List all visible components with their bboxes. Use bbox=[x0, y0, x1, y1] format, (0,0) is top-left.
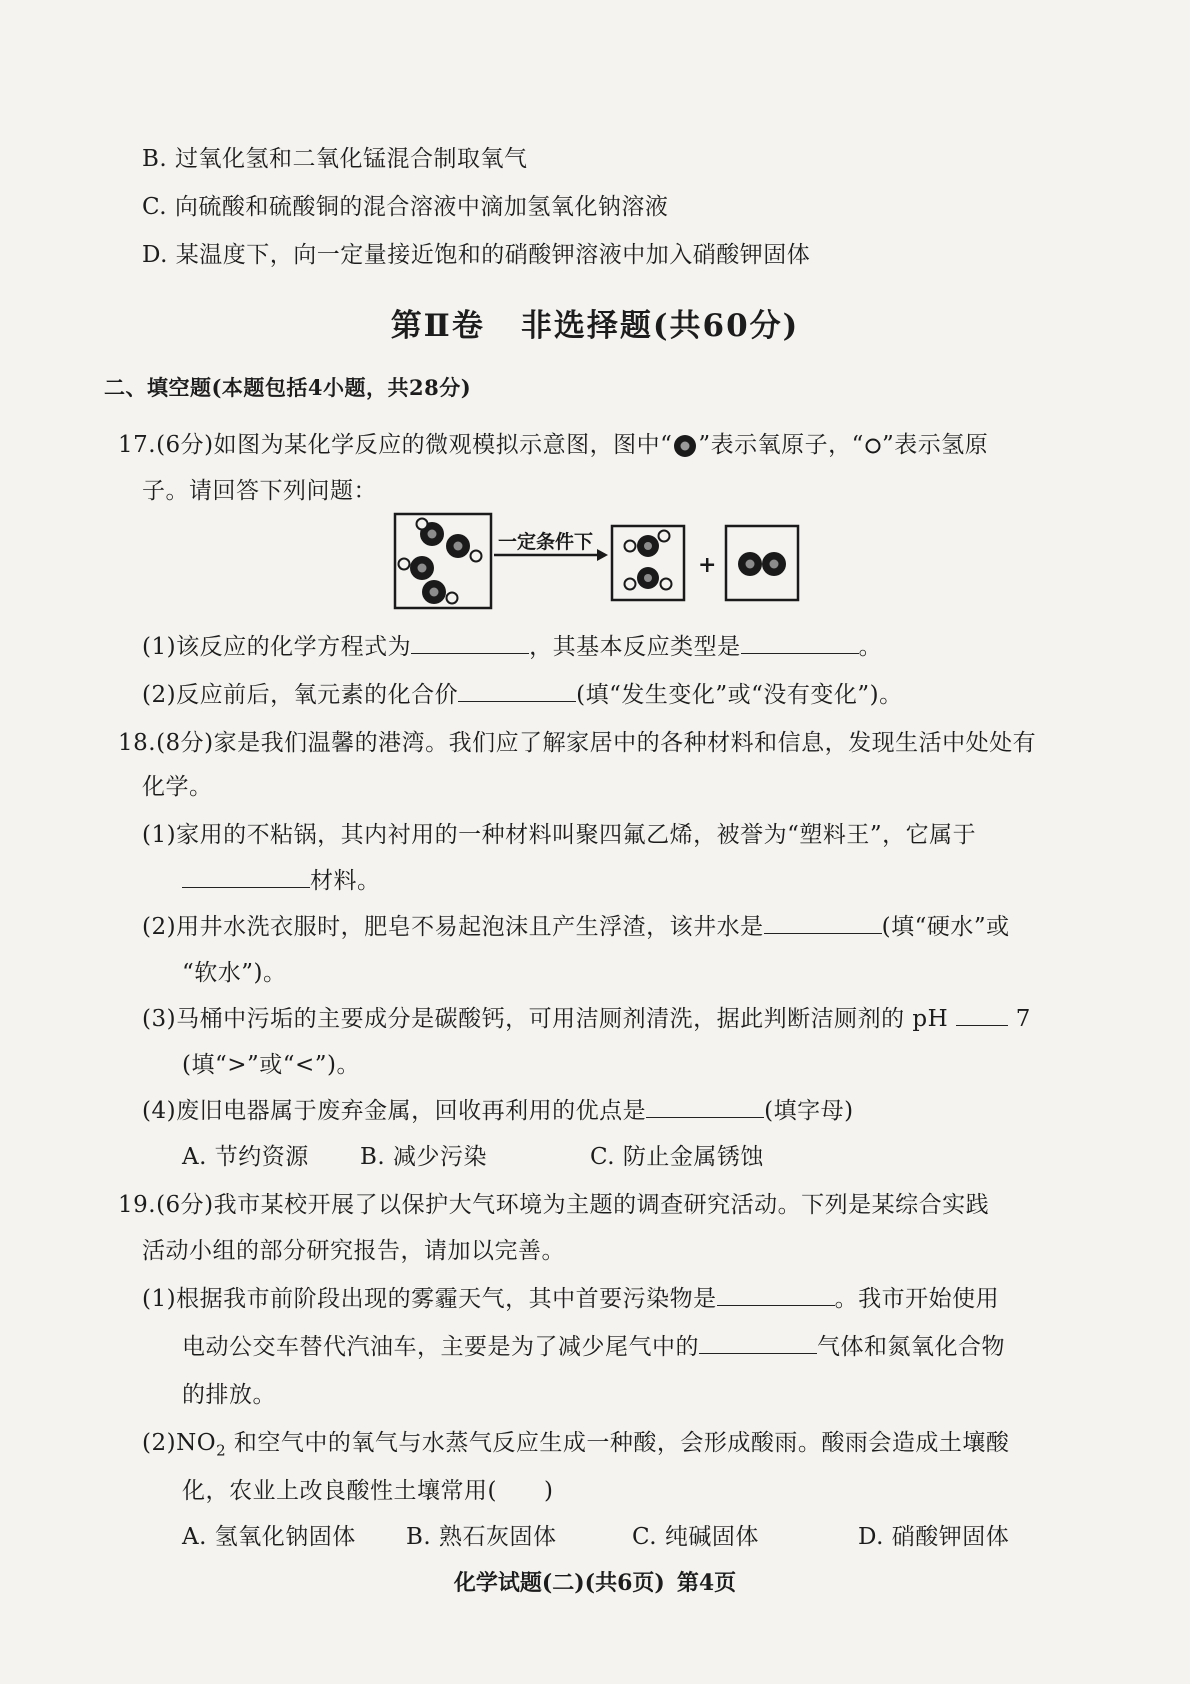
arrow-condition-label: 一定条件下 bbox=[498, 531, 594, 553]
answer-blank[interactable] bbox=[699, 1352, 817, 1354]
q18-part3-text: 7 bbox=[1015, 1006, 1031, 1032]
part-title-text: 非选择题(共60分) bbox=[520, 308, 800, 344]
q19-choice-b: B. 熟石灰固体 bbox=[406, 1524, 557, 1550]
option-b: B. 过氧化氢和二氧化锰混合制取氧气 bbox=[142, 146, 528, 172]
option-d: D. 某温度下，向一定量接近饱和的硝酸钾溶液中加入硝酸钾固体 bbox=[142, 242, 811, 268]
q18-part2-cont: “软水”)。 bbox=[182, 960, 287, 986]
q17-part2 bbox=[142, 676, 903, 709]
q18-part4-text: (4)废旧电器属于废弃金属，回收再利用的优点是 bbox=[142, 1098, 647, 1124]
answer-blank[interactable] bbox=[458, 700, 576, 702]
q19-part2 bbox=[142, 1424, 1009, 1460]
q18-part1-cont bbox=[182, 862, 381, 895]
answer-blank[interactable] bbox=[764, 932, 882, 934]
q18-choices bbox=[182, 1138, 764, 1171]
q18-choice-c: C. 防止金属锈蚀 bbox=[590, 1144, 764, 1170]
q19-part1-text: (1)根据我市前阶段出现的雾霾天气，其中首要污染物是 bbox=[142, 1286, 717, 1312]
section-heading: 二、填空题(本题包括4小题，共28分) bbox=[104, 375, 472, 400]
q18-part2-text: (填“硬水”或 bbox=[881, 914, 1010, 940]
q18-stem-line1: 18.(8分)家是我们温馨的港湾。我们应了解家居中的各种材料和信息，发现生活中处处有 bbox=[118, 730, 1037, 756]
q18-stem-line2: 化学。 bbox=[142, 774, 213, 800]
q19-choice-d: D. 硝酸钾固体 bbox=[858, 1524, 1010, 1550]
q18-part1: (1)家用的不粘锅，其内衬用的一种材料叫聚四氟乙烯，被誉为“塑料王”，它属于 bbox=[142, 822, 977, 848]
q18-part2 bbox=[142, 908, 1010, 941]
q17-stem-line2: 子。请回答下列问题： bbox=[142, 478, 377, 504]
q19-part1-line2 bbox=[182, 1328, 1005, 1361]
q19-part2-text: 和空气中的氧气与水蒸气反应生成一种酸，会形成酸雨。酸雨会造成土壤酸 bbox=[226, 1430, 1010, 1456]
q19-part2-subscript: 2 bbox=[216, 1441, 227, 1460]
q19-stem-line1: 19.(6分)我市某校开展了以保护大气环境为主题的调查研究活动。下列是某综合实践 bbox=[118, 1192, 990, 1218]
q19-part1 bbox=[142, 1280, 999, 1313]
plus-sign: + bbox=[698, 552, 717, 578]
q19-part2-line2: 化，农业上改良酸性土壤常用( ) bbox=[182, 1478, 554, 1504]
answer-blank[interactable] bbox=[182, 886, 310, 888]
q18-part4-text: (填字母) bbox=[764, 1098, 854, 1124]
q18-part2-text: (2)用井水洗衣服时，肥皂不易起泡沫且产生浮渣，该井水是 bbox=[142, 914, 764, 940]
q19-part1-line3: 的排放。 bbox=[182, 1382, 276, 1408]
q17-stem-line1 bbox=[118, 426, 988, 459]
q18-part1-text: 材料。 bbox=[310, 868, 381, 894]
water-molecule-1 bbox=[625, 531, 670, 558]
q19-part1-text: 电动公交车替代汽油车，主要是为了减少尾气中的 bbox=[182, 1334, 699, 1360]
q18-part3-text: (3)马桶中污垢的主要成分是碳酸钙，可用洁厕剂清洗，据此判断洁厕剂的 pH bbox=[142, 1006, 949, 1032]
reactant-molecule-1 bbox=[417, 519, 482, 562]
q19-part1-text: 。我市开始使用 bbox=[834, 1286, 1000, 1312]
answer-blank[interactable] bbox=[411, 652, 529, 654]
q19-stem-line2: 活动小组的部分研究报告，请加以完善。 bbox=[142, 1238, 565, 1264]
q19-part2-text: (2)NO bbox=[142, 1430, 217, 1456]
oxygen-molecule bbox=[738, 552, 786, 576]
answer-blank[interactable] bbox=[741, 652, 859, 654]
q17-part1 bbox=[142, 628, 882, 661]
q18-choice-b: B. 减少污染 bbox=[360, 1144, 488, 1170]
q19-choice-c: C. 纯碱固体 bbox=[632, 1524, 759, 1550]
footer-title: 化学试题(二)(共6页) bbox=[453, 1570, 665, 1596]
option-c: C. 向硫酸和硫酸铜的混合溶液中滴加氢氧化钠溶液 bbox=[142, 194, 669, 220]
part-title-volume: 第Ⅱ卷 bbox=[390, 308, 485, 344]
water-molecule-2 bbox=[625, 567, 672, 590]
q17-stem-part: ”表示氢原 bbox=[881, 432, 989, 458]
q17-part2-text: (填“发生变化”或“没有变化”)。 bbox=[576, 682, 903, 708]
reaction-diagram bbox=[392, 512, 824, 612]
q17-part1-text: (1)该反应的化学方程式为 bbox=[142, 634, 412, 660]
q18-part4 bbox=[142, 1092, 854, 1125]
answer-blank[interactable] bbox=[717, 1304, 835, 1306]
product-oxygen-box bbox=[726, 526, 798, 600]
oxygen-atom-icon bbox=[672, 433, 698, 459]
q18-choice-a: A. 节约资源 bbox=[182, 1144, 309, 1170]
q19-part1-text: 气体和氮氧化合物 bbox=[817, 1334, 1005, 1360]
q17-stem-part: ”表示氧原子，“ bbox=[698, 432, 864, 458]
reactant-molecule-2 bbox=[399, 556, 458, 604]
q17-part2-text: (2)反应前后，氧元素的化合价 bbox=[142, 682, 459, 708]
q17-part1-text: 。 bbox=[858, 634, 883, 660]
answer-blank[interactable] bbox=[956, 1024, 1008, 1026]
part-title bbox=[0, 300, 1190, 345]
q17-part1-text: ，其基本反应类型是 bbox=[529, 634, 741, 660]
footer-page-number: 第4页 bbox=[676, 1570, 737, 1596]
q18-part3 bbox=[142, 1000, 1031, 1033]
answer-blank[interactable] bbox=[646, 1116, 764, 1118]
page-footer bbox=[0, 1566, 1190, 1597]
q18-part3-cont: (填“>”或“<”)。 bbox=[182, 1052, 361, 1078]
q19-choice-a: A. 氢氧化钠固体 bbox=[182, 1524, 356, 1550]
q17-stem-part: 17.(6分)如图为某化学反应的微观模拟示意图，图中“ bbox=[118, 432, 673, 458]
q19-choices bbox=[182, 1518, 1009, 1551]
hydrogen-atom-icon bbox=[864, 437, 882, 455]
